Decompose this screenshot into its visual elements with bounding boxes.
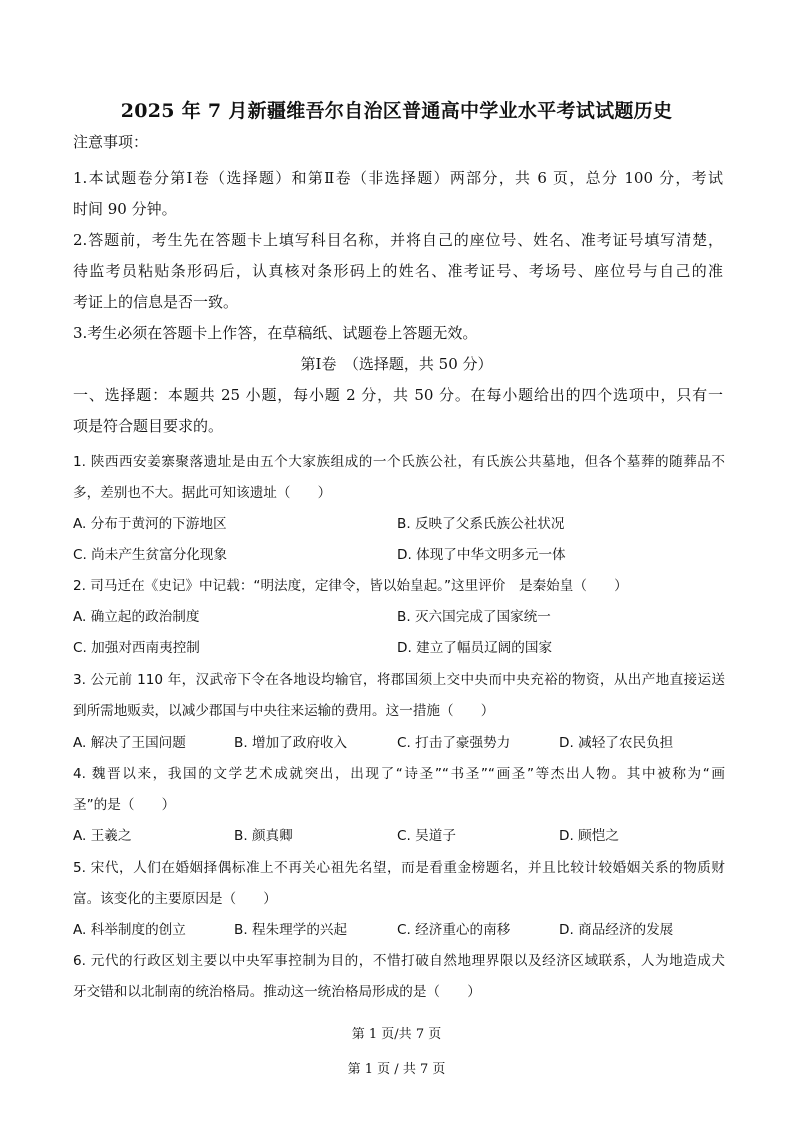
question-4-option-b[interactable]: B. 颜真卿	[234, 828, 293, 844]
question-3-stem-line-2: 到所需地贩卖，以减少郡国与中央往来运输的费用。这一措施（ ）	[73, 703, 495, 719]
section-1-intro-line-1: 一、选择题：本题共 25 小题，每小题 2 分，共 50 分。在每小题给出的四个选项中，只有一	[73, 386, 723, 404]
notice-item-3-line-1: 3.考生必须在答题卡上作答，在草稿纸、试题卷上答题无效。	[73, 324, 478, 342]
page-number-inner: 第 1 页/共 7 页	[351, 1027, 442, 1042]
question-5-option-b[interactable]: B. 程朱理学的兴起	[234, 922, 348, 938]
section-1-intro-line-2: 项是符合题目要求的。	[73, 417, 224, 435]
question-6-stem-line-2: 牙交错和以北制南的统治格局。推动这一统治格局形成的是（ ）	[73, 984, 481, 1000]
question-2-option-b[interactable]: B. 灭六国完成了国家统一	[397, 609, 551, 625]
notice-item-2-line-2: 待监考员粘贴条形码后，认真核对条形码上的姓名、准考证号、考场号、座位号与自己的准	[73, 262, 723, 280]
section-1-heading: 第Ⅰ卷 （选择题，共 50 分）	[300, 355, 493, 373]
question-3-option-b[interactable]: B. 增加了政府收入	[234, 735, 348, 751]
question-4-stem-line-2: 圣”的是（ ）	[73, 797, 176, 813]
notice-item-1-line-2: 时间 90 分钟。	[73, 200, 177, 218]
question-1-option-c[interactable]: C. 尚未产生贫富分化现象	[73, 547, 228, 563]
page-number-outer: 第 1 页 / 共 7 页	[347, 1062, 446, 1077]
question-1-option-a[interactable]: A. 分布于黄河的下游地区	[73, 516, 227, 532]
question-2-stem-line-1: 2. 司马迁在《史记》中记载：“明法度，定律令，皆以始皇起。”这里评价 是秦始皇（ ）	[73, 578, 628, 594]
question-3-option-a[interactable]: A. 解决了王国问题	[73, 735, 186, 751]
question-1-stem-line-1: 1. 陕西西安姜寨聚落遗址是由五个大家族组成的一个氏族公社，有氏族公共墓地，但各个墓葬的随葬品不	[73, 454, 725, 470]
question-5-stem-line-1: 5. 宋代，人们在婚姻择偶标准上不再关心祖先名望，而是看重金榜题名，并且比较计较婚姻关系的物质财	[73, 860, 725, 876]
question-4-stem-line-1: 4. 魏晋以来，我国的文学艺术成就突出，出现了“诗圣”“书圣”“画圣”等杰出人物。其中被称为“画	[73, 766, 725, 782]
question-4-option-d[interactable]: D. 顾恺之	[559, 828, 619, 844]
question-3-option-d[interactable]: D. 减轻了农民负担	[559, 735, 674, 751]
question-5-option-c[interactable]: C. 经济重心的南移	[397, 922, 511, 938]
question-5-option-d[interactable]: D. 商品经济的发展	[559, 922, 674, 938]
question-5-option-a[interactable]: A. 科举制度的创立	[73, 922, 186, 938]
question-6-stem-line-1: 6. 元代的行政区划主要以中央军事控制为目的，不惜打破自然地理界限以及经济区域联系，人为地造成犬	[73, 953, 725, 969]
question-5-stem-line-2: 富。该变化的主要原因是（ ）	[73, 891, 277, 907]
question-1-option-b[interactable]: B. 反映了父系氏族公社状况	[397, 516, 565, 532]
question-4-option-c[interactable]: C. 吴道子	[397, 828, 456, 844]
notice-item-1-line-1: 1.本试题卷分第Ⅰ卷（选择题）和第Ⅱ卷（非选择题）两部分，共 6 页，总分 100 分，考试	[73, 169, 723, 187]
notice-item-2-line-1: 2.答题前，考生先在答题卡上填写科目名称，并将自己的座位号、姓名、准考证号填写清楚，	[73, 231, 723, 249]
notice-item-2-line-3: 考证上的信息是否一致。	[73, 293, 239, 311]
question-2-option-c[interactable]: C. 加强对西南夷控制	[73, 640, 200, 656]
question-2-option-a[interactable]: A. 确立起的政治制度	[73, 609, 200, 625]
question-4-option-a[interactable]: A. 王羲之	[73, 828, 132, 844]
question-1-stem-line-2: 多，差别也不大。据此可知该遗址（ ）	[73, 485, 332, 501]
question-3-option-c[interactable]: C. 打击了豪强势力	[397, 735, 511, 751]
notice-heading: 注意事项：	[73, 133, 149, 151]
question-3-stem-line-1: 3. 公元前 110 年，汉武帝下令在各地设均输官，将郡国须上交中央而中央充裕的物资，从出产地直接运送	[73, 672, 725, 688]
question-1-option-d[interactable]: D. 体现了中华文明多元一体	[397, 547, 566, 563]
exam-title: 2025 年 7 月新疆维吾尔自治区普通高中学业水平考试试题历史	[120, 100, 673, 122]
question-2-option-d[interactable]: D. 建立了幅员辽阔的国家	[397, 640, 553, 656]
